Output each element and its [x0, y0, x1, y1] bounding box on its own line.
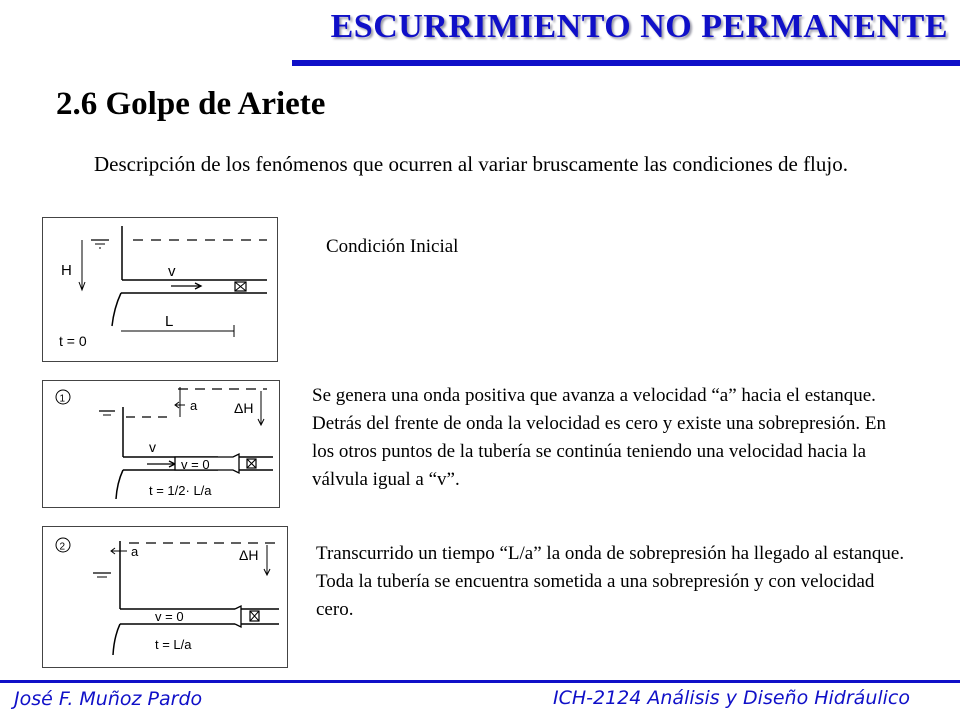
initial-condition-diagram: [43, 218, 277, 361]
caption-wave-at-reservoir: Transcurrido un tiempo “L/a” la onda de sobrepresión ha llegado al estanque. Toda la tubería se encuentra sometida a una sobrepresión y con velocidad cero.: [316, 543, 905, 620]
step-number: 2: [59, 541, 66, 553]
title-underline: [292, 60, 960, 66]
length-label: L: [165, 313, 174, 330]
h-label: H: [61, 262, 72, 279]
time-label: t = L/a: [155, 637, 192, 652]
head-rise-label: ΔH: [234, 400, 254, 416]
footer-divider: [0, 680, 960, 683]
slide-title: ESCURRIMIENTO NO PERMANENTE: [330, 8, 948, 45]
intro-paragraph: Descripción de los fenómenos que ocurren al variar bruscamente las condiciones de flujo.: [94, 152, 848, 176]
wave-speed-label: a: [190, 398, 198, 413]
footer-author: José F. Muñoz Pardo: [14, 688, 203, 710]
section-heading: 2.6 Golpe de Ariete: [56, 86, 326, 122]
caption-initial-condition: Condición Inicial: [326, 236, 459, 257]
zero-velocity-label: v = 0: [155, 609, 184, 624]
time-label: t = 1/2· L/a: [149, 483, 212, 498]
figure-wave-advancing: [42, 380, 280, 508]
wave-speed-label: a: [131, 544, 139, 559]
head-rise-label: ΔH: [239, 547, 259, 563]
wave-at-reservoir-diagram: [43, 527, 287, 667]
footer-course: ICH-2124 Análisis y Diseño Hidráulico: [552, 687, 910, 709]
caption-wave-advancing: Se genera una onda positiva que avanza a velocidad “a” hacia el estanque. Detrás del frente de onda la velocidad es cero y existe una sobrepresión. En los otros puntos de la tubería se continúa teniendo una velocidad hacia la válvula igual a “v”.: [312, 385, 886, 490]
figure-wave-at-reservoir: [42, 526, 288, 668]
velocity-label: v: [168, 263, 176, 280]
velocity-label: v: [149, 439, 156, 455]
figure-initial-condition: [42, 217, 278, 362]
time-label: t = 0: [59, 333, 87, 349]
step-number: 1: [59, 393, 66, 405]
zero-velocity-label: v = 0: [181, 457, 210, 472]
wave-advancing-diagram: [43, 381, 279, 507]
